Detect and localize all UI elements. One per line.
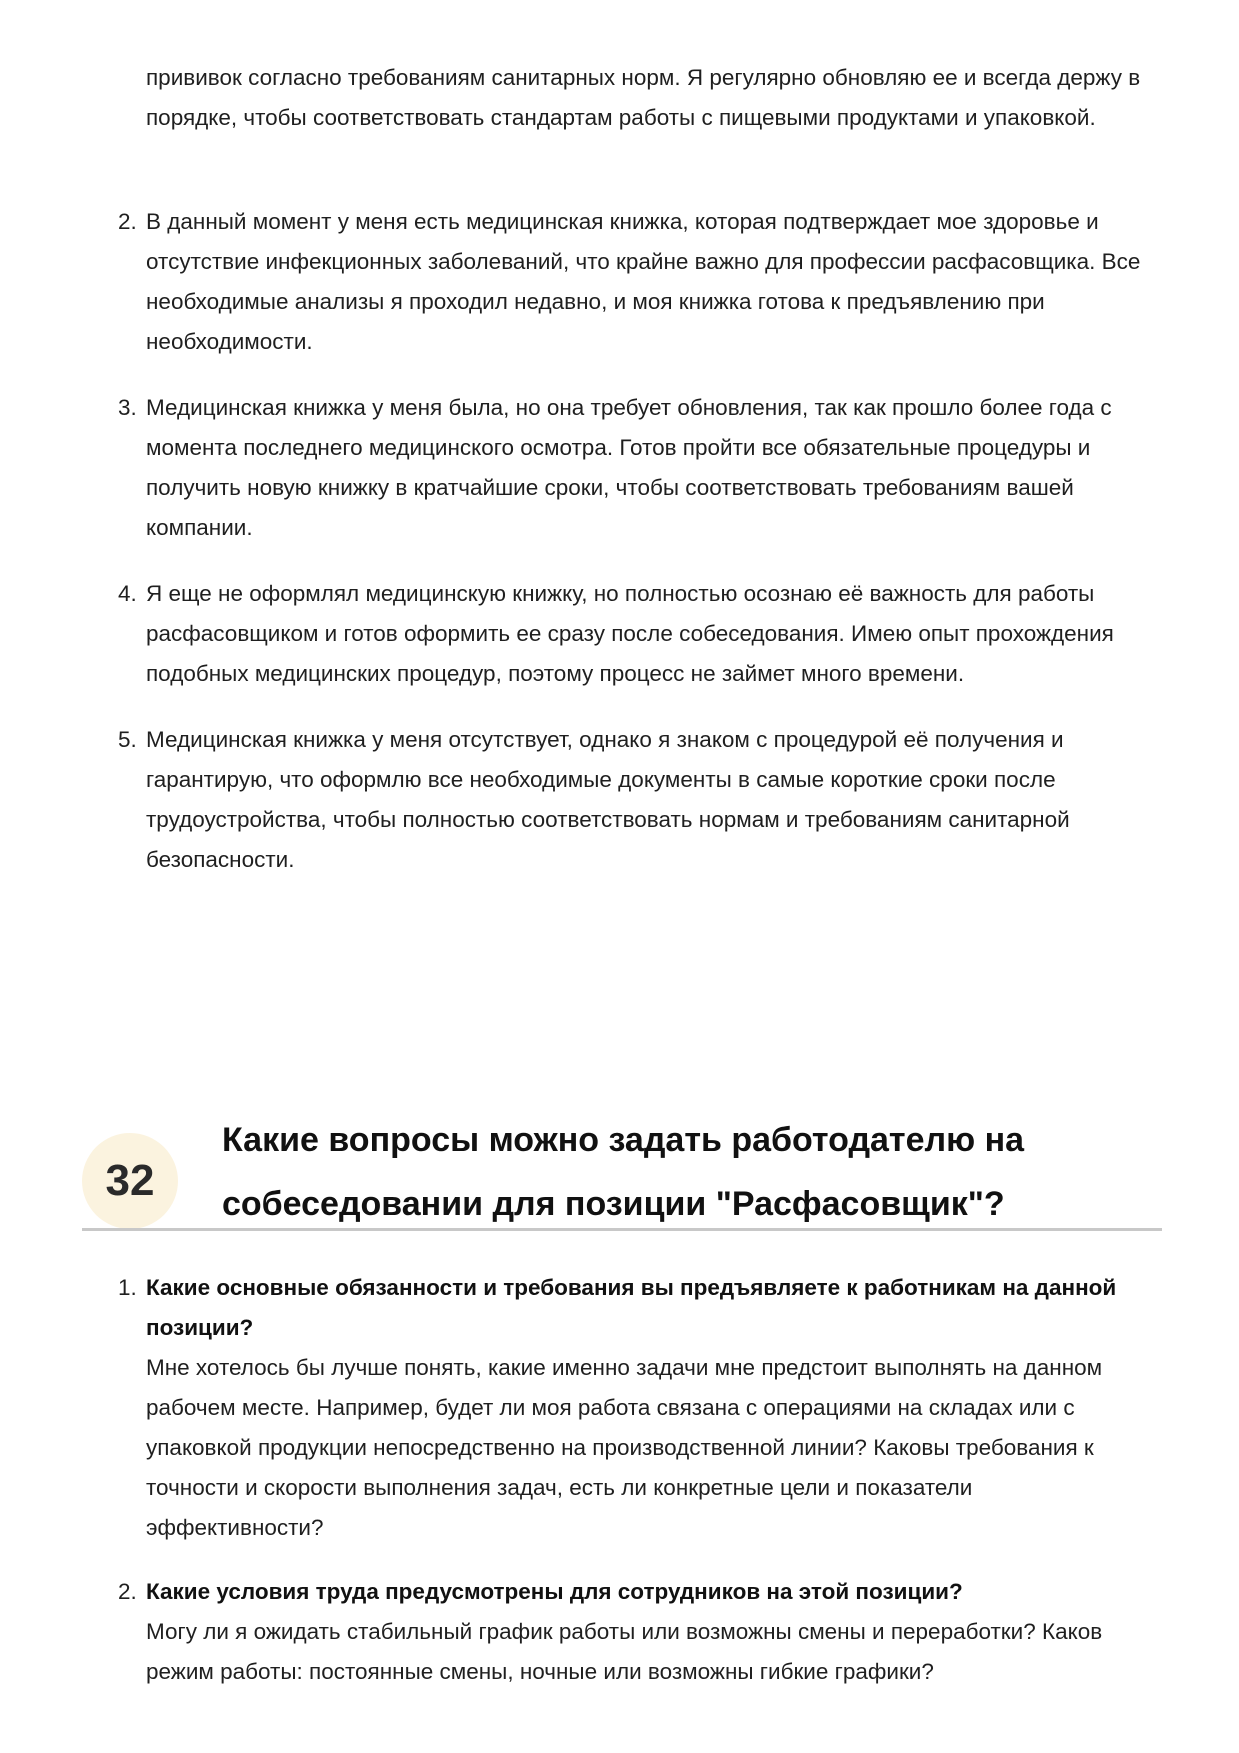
question-body: Мне хотелось бы лучше понять, какие именно задачи мне предстоит выполнять на данном рабочем месте. Например, будет ли моя работа связана с операциями на складах или с упаковкой продукции непосредственно на производственной линии? Каковы требования к точности и скорости выполнения задач, есть ли конкретные цели и показатели эффективности? [146,1355,1103,1540]
section-header [82,1100,1162,1230]
list-item [118,1572,1156,1692]
list-item [118,202,1156,362]
list-item-number: 1. [118,1275,137,1300]
list-item [118,574,1156,694]
question-body: Могу ли я ожидать стабильный график работы или возможны смены и переработки? Каков режим работы: постоянные смены, ночные или возможны гибкие графики? [146,1619,1103,1684]
question-title: Какие основные обязанности и требования вы предъявляете к работникам на данной позиции? [146,1275,1117,1340]
answers-list [118,202,1156,906]
list-item-number: 4. [118,581,137,606]
list-item-text: Медицинская книжка у меня отсутствует, однако я знаком с процедурой её получения и гарантирую, что оформлю все необходимые документы в самые короткие сроки после трудоустройства, чтобы полностью соответствовать нормам и требованиям санитарной безопасности. [146,727,1070,872]
list-item-number: 5. [118,727,137,752]
list-item [118,1268,1156,1548]
list-item-number: 3. [118,395,137,420]
section-number-badge: 32 [82,1133,178,1229]
list-item-text: В данный момент у меня есть медицинская книжка, которая подтверждает мое здоровье и отсутствие инфекционных заболеваний, что крайне важно для профессии расфасовщика. Все необходимые анализы я проходил недавно, и моя книжка готова к предъявлению при необходимости. [146,209,1141,354]
question-title: Какие условия труда предусмотрены для сотрудников на этой позиции? [146,1579,963,1604]
continuation-paragraph: прививок согласно требованиям санитарных норм. Я регулярно обновляю ее и всегда держу в порядке, чтобы соответствовать стандартам работы с пищевыми продуктами и упаковкой. [146,65,1141,130]
list-item-number: 2. [118,209,137,234]
list-item [118,720,1156,880]
section-title: Какие вопросы можно задать работодателю на собеседовании для позиции "Расфасовщик"? [222,1121,1025,1223]
section-divider [82,1228,1162,1231]
list-item-text: Медицинская книжка у меня была, но она требует обновления, так как прошло более года с момента последнего медицинского осмотра. Готов пройти все обязательные процедуры и получить новую книжку в кратчайшие сроки, чтобы соответствовать требованиям вашей компании. [146,395,1112,540]
list-item-number: 2. [118,1579,137,1604]
list-item-text: Я еще не оформлял медицинскую книжку, но полностью осознаю её важность для работы расфасовщиком и готов оформить ее сразу после собеседования. Имею опыт прохождения подобных медицинских процедур, поэтому процесс не займет много времени. [146,581,1114,686]
list-item [118,388,1156,548]
questions-list [118,1268,1156,1716]
